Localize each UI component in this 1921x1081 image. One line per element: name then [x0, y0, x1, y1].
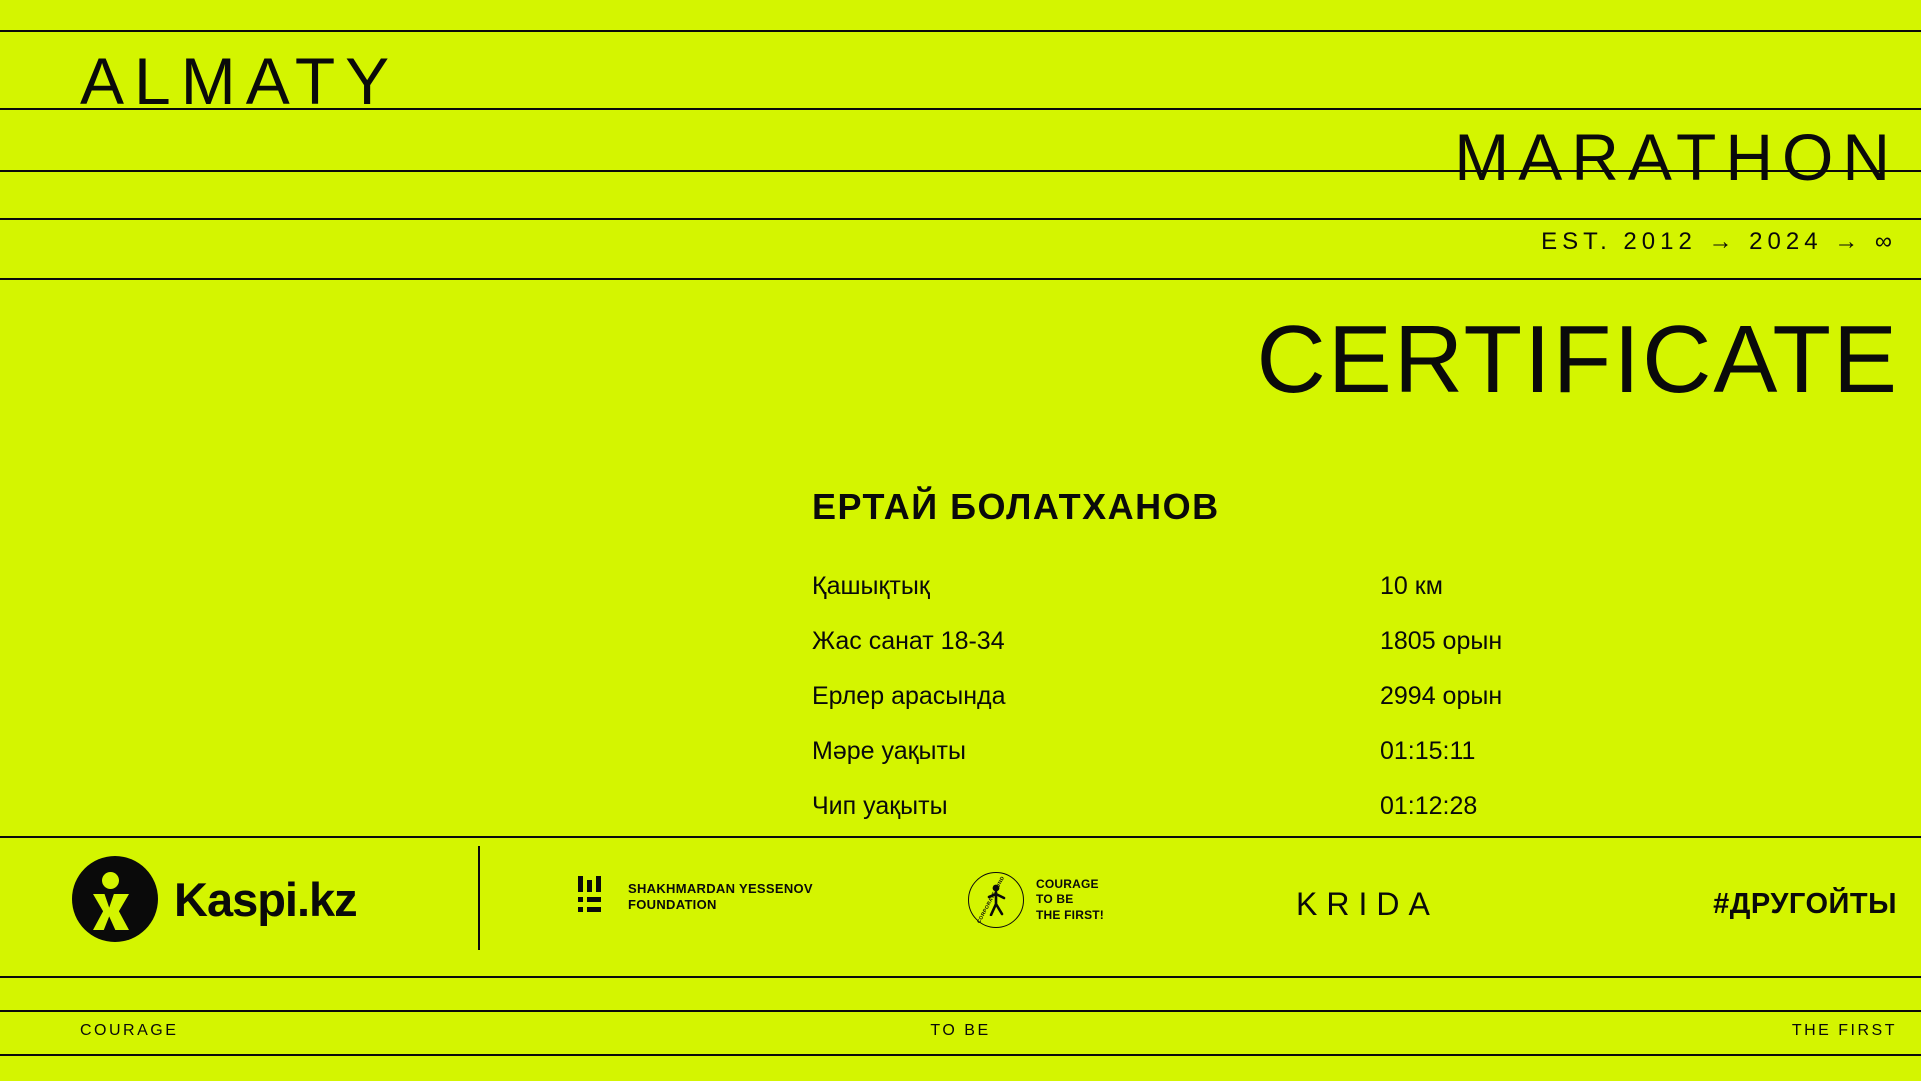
corporate-fund-line-2: TO BE	[1036, 892, 1074, 907]
yessenov-line-1: SHAKHMARDAN YESSENOV	[628, 880, 813, 896]
sponsor-drugoity-hashtag: #ДРУГОЙТЫ	[1713, 888, 1897, 920]
sponsor-yessenov	[578, 876, 813, 918]
sponsor-kaspi	[72, 856, 357, 942]
athlete-name: ЕРТАЙ БОЛАТХАНОВ	[812, 486, 1220, 527]
footer	[0, 1010, 1921, 1054]
table-row	[812, 627, 1612, 682]
footer-text-left: COURAGE	[80, 1022, 179, 1039]
rule-header-bottom	[0, 278, 1921, 280]
brand-line-marathon: MARATHON	[1454, 120, 1899, 194]
page-title: CERTIFICATE	[1256, 306, 1899, 413]
kaspi-wordmark: Kaspi.kz	[174, 872, 357, 926]
results-table	[812, 572, 1612, 847]
table-row	[812, 572, 1612, 627]
sponsor-divider	[478, 846, 480, 950]
result-value: 10 км	[1380, 572, 1443, 600]
rule-sponsors-bottom	[0, 976, 1921, 978]
result-label: Чип уақыты	[812, 792, 948, 820]
corporate-fund-line-1: COURAGE	[1036, 876, 1099, 891]
result-value: 2994 орын	[1380, 682, 1503, 710]
yessenov-foundation-icon	[578, 876, 616, 918]
corporate-fund-wordmark	[1036, 877, 1104, 924]
sponsor-bar	[0, 836, 1921, 976]
footer-text-center: TO BE	[930, 1022, 991, 1039]
result-label: Қашықтық	[812, 572, 930, 600]
result-value: 01:15:11	[1380, 737, 1476, 765]
yessenov-wordmark	[628, 881, 813, 914]
rule-footer-bottom	[0, 1054, 1921, 1056]
result-value: 01:12:28	[1380, 792, 1478, 820]
footer-text-right: THE FIRST	[1791, 1022, 1897, 1039]
table-row	[812, 682, 1612, 737]
brand-line-almaty: ALMATY	[80, 44, 400, 118]
result-value: 1805 орын	[1380, 627, 1503, 655]
header	[0, 0, 1921, 278]
result-label: Ерлер арасында	[812, 682, 1006, 710]
established-line: EST. 2012 → 2024 → ∞	[1541, 228, 1897, 255]
table-row	[812, 737, 1612, 792]
sponsor-krida: KRIDA	[1296, 886, 1439, 922]
yessenov-line-2: FOUNDATION	[628, 897, 717, 912]
kaspi-logo-icon	[72, 856, 158, 942]
result-label: Жас санат 18-34	[812, 627, 1005, 655]
corporate-fund-runner-icon	[968, 872, 1024, 928]
result-label: Мәре уақыты	[812, 737, 966, 765]
corporate-fund-ring-text: CORPORATE FUND	[976, 875, 1007, 925]
sponsor-corporate-fund	[968, 872, 1104, 928]
corporate-fund-line-3: THE FIRST!	[1036, 907, 1104, 922]
